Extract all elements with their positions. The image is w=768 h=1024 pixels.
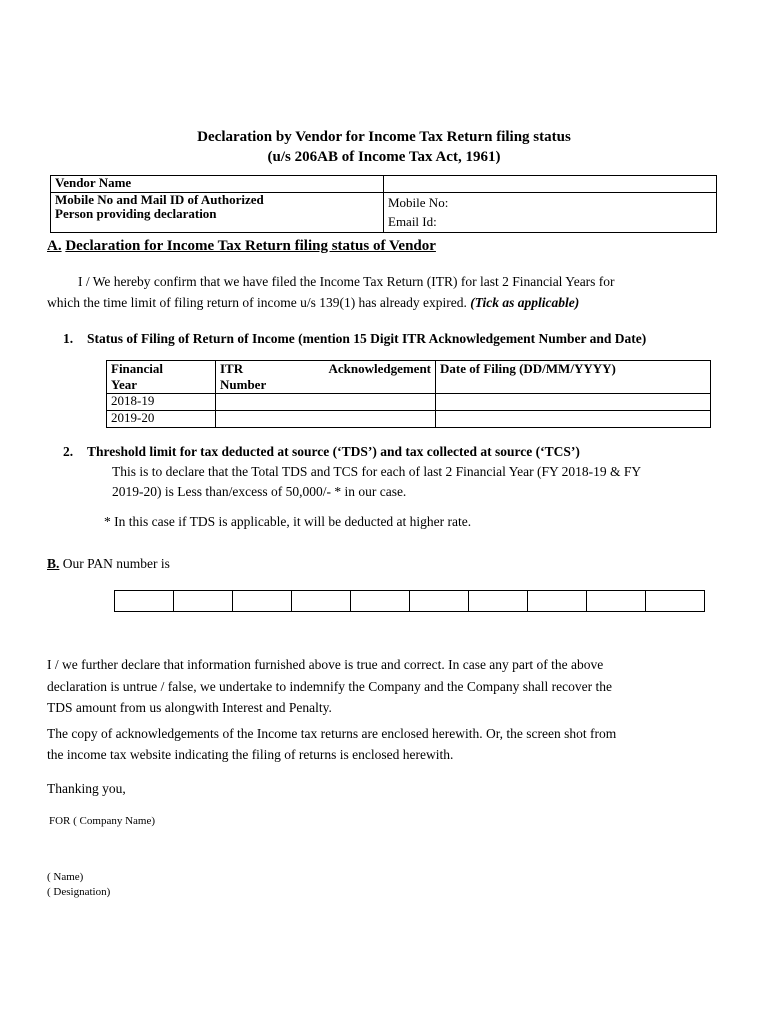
section-a-para-line1: I / We hereby confirm that we have filed the Income Tax Return (ITR) for last 2 Financial Years for [78, 274, 615, 289]
email-id-label: Email Id: [388, 214, 437, 229]
document-title: Declaration by Vendor for Income Tax Return filing status [197, 129, 571, 145]
col-financial-year-line1: Financial [111, 361, 164, 376]
section-a-para-line2 [47, 292, 579, 314]
thanking-you: Thanking you, [47, 781, 126, 796]
mobile-no-label: Mobile No: [388, 195, 449, 210]
pan-box[interactable] [646, 591, 705, 612]
pan-box[interactable] [174, 591, 233, 612]
row-2018-date-cell[interactable] [436, 394, 711, 411]
item2-heading: Threshold limit for tax deducted at source (‘TDS’) and tax collected at source (‘TCS’) [87, 444, 580, 459]
section-b-heading [47, 553, 170, 575]
col-ack-word: Acknowledgement [328, 361, 431, 376]
document-subtitle: (u/s 206AB of Income Tax Act, 1961) [267, 149, 501, 165]
item2-number: 2. [63, 444, 74, 459]
section-b-text: Our PAN number is [59, 556, 170, 571]
row-2019-date-cell[interactable] [436, 411, 711, 428]
authorized-person-label [51, 193, 384, 233]
col-itr-ack [216, 361, 436, 394]
col-financial-year [107, 361, 216, 394]
pan-number-boxes [114, 590, 705, 612]
item2-line2: 2019-20) is Less than/excess of 50,000/- * in our case. [112, 484, 407, 499]
contact-cell[interactable] [384, 193, 717, 233]
vendor-table [50, 175, 717, 233]
section-a-title: Declaration for Income Tax Return filing status of Vendor [65, 238, 436, 254]
pan-box[interactable] [233, 591, 292, 612]
tick-note: (Tick as applicable) [470, 295, 580, 310]
vendor-name-label: Vendor Name [51, 176, 384, 193]
section-a-para-text: which the time limit of filing return of income u/s 139(1) has already expired. [47, 295, 467, 310]
row-year-2018-19: 2018-19 [107, 394, 216, 411]
pan-box[interactable] [410, 591, 469, 612]
pan-box[interactable] [587, 591, 646, 612]
section-b-letter: B. [47, 556, 60, 571]
declaration-line3: TDS amount from us alongwith Interest and Penalty. [47, 700, 332, 715]
pan-box[interactable] [115, 591, 174, 612]
itr-status-table [106, 360, 711, 428]
col-date-filing: Date of Filing (DD/MM/YYYY) [436, 361, 711, 394]
section-a-heading [47, 238, 436, 255]
item1-heading: Status of Filing of Return of Income (mention 15 Digit ITR Acknowledgement Number and Date) [87, 331, 647, 346]
row-2018-ack-cell[interactable] [216, 394, 436, 411]
declaration-line5: the income tax website indicating the filing of returns is enclosed herewith. [47, 747, 454, 762]
declaration-line2: declaration is untrue / false, we undertake to indemnify the Company and the Company shall recover the [47, 679, 612, 694]
authorized-person-label-line1: Mobile No and Mail ID of Authorized [55, 192, 264, 207]
row-year-2019-20: 2019-20 [107, 411, 216, 428]
col-number-word: Number [220, 377, 267, 392]
item1-number: 1. [63, 331, 74, 346]
pan-box[interactable] [528, 591, 587, 612]
item2-line1: This is to declare that the Total TDS and TCS for each of last 2 Financial Year (FY 2018-19 & FY [112, 464, 642, 479]
col-itr-word: ITR [220, 361, 244, 376]
col-financial-year-line2: Year [111, 377, 137, 392]
declaration-line4: The copy of acknowledgements of the Income tax returns are enclosed herewith. Or, the screen shot from [47, 726, 617, 741]
vendor-name-value[interactable] [384, 176, 717, 193]
col-itr-ack-line1 [220, 361, 431, 377]
declaration-line1: I / we further declare that information furnished above is true and correct. In case any part of the above [47, 657, 604, 672]
section-a-letter: A. [47, 238, 62, 254]
pan-box[interactable] [292, 591, 351, 612]
pan-box[interactable] [351, 591, 410, 612]
row-2019-ack-cell[interactable] [216, 411, 436, 428]
pan-box[interactable] [469, 591, 528, 612]
for-company-name: FOR ( Company Name) [49, 815, 156, 827]
signatory-designation: ( Designation) [47, 886, 111, 898]
authorized-person-label-line2: Person providing declaration [55, 206, 217, 221]
signatory-name: ( Name) [47, 871, 84, 883]
tds-note: * In this case if TDS is applicable, it will be deducted at higher rate. [104, 514, 472, 529]
